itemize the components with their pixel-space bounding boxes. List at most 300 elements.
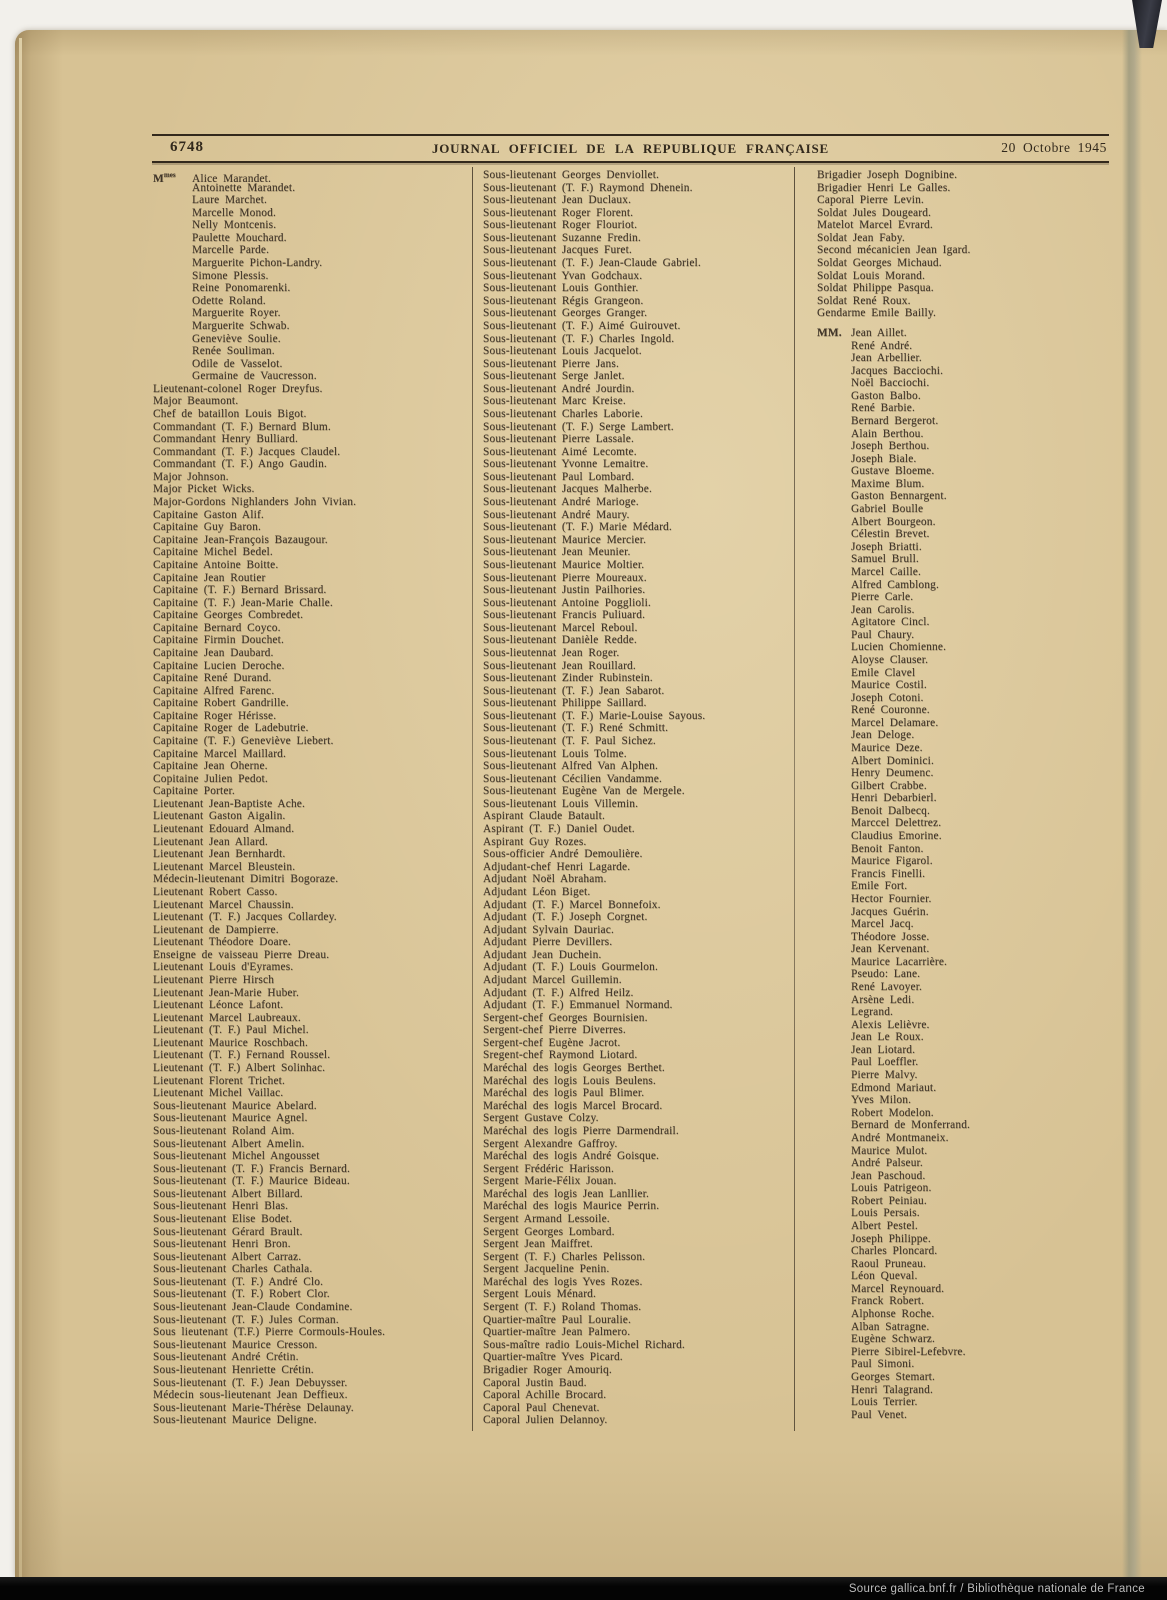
list-item: $M^{mes}$ Alice Marandet. xyxy=(153,171,271,185)
list-item: Sous-lieutenant Jean-Claude Condamine. xyxy=(153,1301,353,1314)
list-item: Albert Dominici. xyxy=(851,754,934,767)
list-item: Sergent Marie-Félix Jouan. xyxy=(483,1175,617,1188)
list-item: Lieutenant Léonce Lafont. xyxy=(153,999,284,1012)
list-item: Sergent Georges Lombard. xyxy=(483,1225,615,1238)
list-item: Adjudant Pierre Devillers. xyxy=(483,936,613,949)
list-item: Sous-lieutenant Georges Denviollet. xyxy=(483,169,660,181)
list-item: Bernard de Monferrand. xyxy=(851,1119,971,1132)
list-item: Médecin-lieutenant Dimitri Bogoraze. xyxy=(153,873,339,886)
list-item: Franck Robert. xyxy=(851,1295,925,1308)
list-item: Sous-lieutenant Pierre Lassale. xyxy=(483,433,635,446)
column-divider-2 xyxy=(794,167,795,1431)
list-item: Marguerite Schwab. xyxy=(192,319,290,332)
list-item: Maurice Mulot. xyxy=(851,1144,928,1157)
list-item: Adjudant (T. F.) Joseph Corgnet. xyxy=(483,911,648,924)
list-item: Simone Plessis. xyxy=(192,269,269,282)
list-item: Capitaine Gaston Alif. xyxy=(153,508,264,521)
list-item: Jean Paschoud. xyxy=(851,1169,926,1182)
list-item: Pseudo: Lane. xyxy=(851,968,921,981)
list-item: Quartier-maître Paul Louralie. xyxy=(483,1313,632,1326)
list-item: Enseigne de vaisseau Pierre Dreau. xyxy=(153,948,330,961)
list-item: Sous-lieutenant Maurice Moltier. xyxy=(483,558,645,571)
list-item: Sous-lieutenant Henri Blas. xyxy=(153,1200,289,1213)
list-item: Sous-lieutenant Régis Grangeon. xyxy=(483,294,644,307)
list-item: Capitaine René Durand. xyxy=(153,672,272,685)
list-item: Sous-lieutenant (T. F.) Robert Clor. xyxy=(153,1288,330,1301)
list-item: Sous-lieutenant Maurice Abelard. xyxy=(153,1099,317,1112)
list-item: Pierre Malvy. xyxy=(851,1069,918,1082)
list-item: Soldat Jean Faby. xyxy=(817,231,905,244)
list-item: Sous-lieutenant (T. F.) André Clo. xyxy=(153,1275,324,1288)
list-item: Claudius Emorine. xyxy=(851,830,942,843)
list-item: Commandant Henry Bulliard. xyxy=(153,433,298,446)
issue-date: 20 Octobre 1945 xyxy=(1001,140,1107,155)
list-item: Quartier-maître Yves Picard. xyxy=(483,1351,623,1364)
list-item: Sous-lieutenant Maurice Agnel. xyxy=(153,1112,308,1125)
list-item: Sous-lieutenant Marcel Reboul. xyxy=(483,621,638,634)
list-item: MM. Jean Aillet. xyxy=(817,326,907,339)
list-item: Sous-lieutenant André Crétin. xyxy=(153,1351,299,1364)
list-item: Odile de Vasselot. xyxy=(192,357,283,370)
list-item: Joseph Philippe. xyxy=(851,1232,931,1245)
list-item: Gabriel Boulle xyxy=(851,503,924,516)
list-item: Edmond Mariaut. xyxy=(851,1081,937,1094)
list-item: Second mécanicien Jean Igard. xyxy=(817,244,971,257)
list-item: Maréchal des logis Yves Rozes. xyxy=(483,1275,643,1288)
list-item: Sergent Louis Ménard. xyxy=(483,1288,597,1301)
list-item: René André. xyxy=(851,339,913,352)
list-item: Capitaine Roger de Ladebutrie. xyxy=(153,722,309,735)
list-item: Sergent Frédéric Harisson. xyxy=(483,1162,614,1175)
list-item: Adjudant (T. F.) Emmanuel Normand. xyxy=(483,999,673,1012)
list-item: Capitaine Robert Gandrille. xyxy=(153,697,289,710)
list-item: Renée Souliman. xyxy=(192,345,275,358)
list-item: Lieutenant (T. F.) Jacques Collardey. xyxy=(153,911,337,924)
list-item: Capitaine Bernard Coyco. xyxy=(153,621,281,634)
list-item: Brigadier Roger Amouriq. xyxy=(483,1363,612,1376)
masthead xyxy=(152,136,1109,160)
list-item: Sergent Jean Maiffret. xyxy=(483,1238,593,1251)
list-item: Marccel Delettrez. xyxy=(851,817,942,830)
list-item: Jean Carolis. xyxy=(851,603,915,616)
list-item: Jean Deloge. xyxy=(851,729,915,742)
list-item: Nelly Montcenis. xyxy=(192,219,277,232)
list-item: Sous-lieutenant (T. F. Paul Sichez. xyxy=(483,735,656,748)
list-item: Adjudant Jean Duchein. xyxy=(483,948,602,961)
list-item: Soldat Jules Dougeard. xyxy=(817,206,932,219)
list-item: Gilbert Crabbe. xyxy=(851,779,927,792)
list-item: André Montmaneix. xyxy=(851,1131,949,1144)
list-item: Lieutenant Jean Bernhardt. xyxy=(153,848,286,861)
list-item: Sous-lieutenant Francis Puliuard. xyxy=(483,609,646,622)
list-item: Sous-lieutenant Gérard Brault. xyxy=(153,1225,303,1238)
list-item: Maréchal des logis Paul Blimer. xyxy=(483,1087,645,1100)
list-item: Jacques Guérin. xyxy=(851,905,929,918)
list-item: Sous-lieutenant (T. F.) Maurice Bideau. xyxy=(153,1175,350,1188)
list-item: Maréchal des logis Marcel Brocard. xyxy=(483,1099,663,1112)
column-1 xyxy=(153,169,469,1427)
list-item: Sregent-chef Raymond Liotard. xyxy=(483,1049,638,1062)
list-item: Sous-lieutenant (T. F.) Raymond Dhenein. xyxy=(483,181,693,194)
list-item: Maréchal des logis Georges Berthet. xyxy=(483,1062,665,1075)
list-item: Joseph Biale. xyxy=(851,452,917,465)
list-item: Soldat René Roux. xyxy=(817,294,911,307)
list-item: Sous-lieutenant Elise Bodet. xyxy=(153,1212,293,1225)
masthead-rule-bottom xyxy=(152,161,1109,163)
list-item: Adjudant Sylvain Dauriac. xyxy=(483,923,614,936)
list-item: Sous-lieutenant Louis Tolme. xyxy=(483,747,627,760)
list-item: Major Beaumont. xyxy=(153,395,239,408)
list-item: Lieutenant Jean-Marie Huber. xyxy=(153,986,299,999)
list-item: Marcel Caille. xyxy=(851,565,922,578)
list-item: Caporal Julien Delannoy. xyxy=(483,1414,608,1427)
list-item: Sergent-chef Georges Bournisien. xyxy=(483,1011,648,1024)
list-item: Lieutenant (T. F.) Paul Michel. xyxy=(153,1024,309,1037)
list-item: Jacques Bacciochi. xyxy=(851,364,944,377)
list-item: Sous-lieutenant Louis Gonthier. xyxy=(483,282,639,295)
list-item: Sous-lieutenant Maurice Cresson. xyxy=(153,1338,318,1351)
list-item: Capitaine Jean Routier xyxy=(153,571,266,584)
list-item: Aspirant (T. F.) Daniel Oudet. xyxy=(483,823,635,836)
list-item: Paulette Mouchard. xyxy=(192,231,287,244)
list-item: Capitaine (T. F.) Jean-Marie Challe. xyxy=(153,596,333,609)
list-item: Maréchal des logis Maurice Perrin. xyxy=(483,1200,660,1213)
group-prefix: $M^{mes}$ xyxy=(153,171,176,185)
list-item: Robert Peiniau. xyxy=(851,1194,927,1207)
list-item: Sous-lieutenant Alfred Van Alphen. xyxy=(483,760,659,773)
list-item: Henri Debarbierl. xyxy=(851,792,937,805)
list-item: Alexis Lelièvre. xyxy=(851,1018,930,1031)
list-item: Sous-lieutenant Marie-Thérèse Delaunay. xyxy=(153,1401,354,1414)
list-item: Sous-lieutenant (T. F.) Francis Bernard. xyxy=(153,1162,351,1175)
list-item: Lucien Chomienne. xyxy=(851,641,947,654)
list-item: Reine Ponomarenki. xyxy=(192,282,291,295)
list-item: Sous-lieutenant André Marioge. xyxy=(483,496,639,509)
list-item: Henri Talagrand. xyxy=(851,1383,933,1396)
list-item: Sergent-chef Pierre Diverres. xyxy=(483,1024,626,1037)
list-item: Sous-lieutenant Pierre Jans. xyxy=(483,357,619,370)
list-item: Commandant (T. F.) Bernard Blum. xyxy=(153,420,331,433)
list-item: Marcel Delamare. xyxy=(851,716,939,729)
list-item: Lieutenant Edouard Almand. xyxy=(153,823,295,836)
list-item: Sous-lieutenant Jean Rouillard. xyxy=(483,659,636,672)
list-item: Sous-lieutenant Henri Bron. xyxy=(153,1238,291,1251)
list-item: Lieutenant (T. F.) Albert Solinhac. xyxy=(153,1062,326,1075)
name-block xyxy=(817,327,1113,1421)
list-item: Sous-lieutenant Zinder Rubinstein. xyxy=(483,672,653,685)
list-item: Médecin sous-lieutenant Jean Deffieux. xyxy=(153,1389,348,1402)
list-item: Alban Satragne. xyxy=(851,1320,930,1333)
list-item: Sous-lieutenant André Jourdin. xyxy=(483,382,635,395)
list-item: Commandant (T. F.) Jacques Claudel. xyxy=(153,445,341,458)
list-item: Robert Modelon. xyxy=(851,1106,934,1119)
source-attribution: Source gallica.bnf.fr / Bibliothèque nationale de France xyxy=(848,1582,1145,1595)
list-item: Emile Fort. xyxy=(851,880,908,893)
list-item: Louis Terrier. xyxy=(851,1396,918,1409)
list-item: Pierre Carle. xyxy=(851,591,914,604)
list-item: Capitaine Guy Baron. xyxy=(153,521,262,534)
list-item: Marguerite Royer. xyxy=(192,307,281,320)
list-item: Lieutenant Maurice Roschbach. xyxy=(153,1036,308,1049)
page-number: 6748 xyxy=(170,139,204,155)
list-item: Sous-lieutenant Justin Pailhories. xyxy=(483,584,646,597)
list-item: Capitaine Michel Bedel. xyxy=(153,546,273,559)
list-item: Major Johnson. xyxy=(153,470,229,483)
list-item: Maurice Deze. xyxy=(851,742,923,755)
list-item: Sous-lieutenant Yvonne Lemaitre. xyxy=(483,458,649,471)
list-item: Sous-lieutenant Danièle Redde. xyxy=(483,634,637,647)
list-item: Alphonse Roche. xyxy=(851,1308,935,1321)
list-item: Henry Deumenc. xyxy=(851,767,934,780)
list-item: Sous-lieutennat Jean Roger. xyxy=(483,646,620,659)
list-item: Adjudant Marcel Guillemin. xyxy=(483,974,622,986)
list-item: Geneviève Soulie. xyxy=(192,332,281,345)
list-item: Marcel Reynouard. xyxy=(851,1282,945,1295)
list-item: Maxime Blum. xyxy=(851,477,925,490)
list-item: Sous-officier André Demoulière. xyxy=(483,848,643,861)
list-item: Sous-lieutenant Louis Jacquelot. xyxy=(483,345,642,358)
list-item: Aspirant Guy Rozes. xyxy=(483,835,587,848)
name-block xyxy=(483,169,791,1427)
list-item: Sous-lieutenant Paul Lombard. xyxy=(483,470,635,483)
list-item: Marcelle Parde. xyxy=(192,244,270,257)
group-prefix: MM. xyxy=(817,326,842,339)
list-item: Lieutenant Théodore Doare. xyxy=(153,936,291,949)
list-item: Copitaine Julien Pedot. xyxy=(153,772,268,785)
list-item: Sous-lieutenant Aimé Lecomte. xyxy=(483,445,637,458)
list-item: Soldat Georges Michaud. xyxy=(817,257,942,270)
list-item: Sergent Armand Lessoile. xyxy=(483,1212,610,1225)
list-item: Lieutenant Pierre Hirsch xyxy=(153,974,275,986)
list-item: Sous-lieutenant Maurice Mercier. xyxy=(483,533,647,546)
list-item: Agitatore Cincl. xyxy=(851,616,930,629)
list-item: Sous-lieutenant Antoine Pogglioli. xyxy=(483,596,651,609)
list-item: Maurice Costil. xyxy=(851,679,927,692)
list-item: Capitaine Alfred Farenc. xyxy=(153,684,275,697)
list-item: Adjudant Noël Abraham. xyxy=(483,873,607,886)
list-item: Sergent Jacqueline Penin. xyxy=(483,1263,610,1276)
list-item: Lieutenant (T. F.) Fernand Roussel. xyxy=(153,1049,331,1062)
list-item: Joseph Berthou. xyxy=(851,440,930,453)
list-item: Capitaine Porter. xyxy=(153,785,235,798)
list-item: Aloyse Clauser. xyxy=(851,653,929,666)
list-item: Sous-lieutenant Jacques Furet. xyxy=(483,244,632,257)
list-item: Lieutenant Jean-Baptiste Ache. xyxy=(153,797,306,810)
list-item: Lieutenant Michel Vaillac. xyxy=(153,1087,284,1100)
list-item: Alain Berthou. xyxy=(851,427,924,440)
list-item: Adjudant (T. F.) Alfred Heilz. xyxy=(483,986,634,999)
list-item: Léon Queval. xyxy=(851,1270,918,1283)
list-item: Marcelle Monod. xyxy=(192,206,277,219)
list-item: Maurice Lacarrière. xyxy=(851,955,948,968)
list-item: Sous-lieutenant Charles Cathala. xyxy=(153,1263,313,1276)
list-item: Sergent (T. F.) Charles Pelisson. xyxy=(483,1250,646,1263)
journal-title: JOURNAL OFFICIEL DE LA REPUBLIQUE FRANÇAISE xyxy=(431,141,830,156)
list-item: Odette Roland. xyxy=(192,294,266,307)
list-item: René Lavoyer. xyxy=(851,981,923,993)
list-item: André Palseur. xyxy=(851,1157,923,1170)
list-item: Sous-lieutenant (T. F.) Serge Lambert. xyxy=(483,420,674,433)
list-item: Paul Venet. xyxy=(851,1408,908,1421)
list-item: Francis Finelli. xyxy=(851,867,926,880)
list-item: Jean Arbellier. xyxy=(851,352,922,365)
list-item: Sous-lieutenant (T. F.) René Schmitt. xyxy=(483,722,669,735)
list-item: Albert Bourgeon. xyxy=(851,515,936,528)
list-item: Caporal Pierre Levin. xyxy=(817,194,924,207)
list-item: Lieutenant Gaston Aigalin. xyxy=(153,810,286,823)
list-item: Sous-lieutenant (T. F.) Jules Corman. xyxy=(153,1313,339,1326)
list-item: Paul Simoni. xyxy=(851,1358,915,1371)
list-item: Sous-lieutenant Eugène Van de Mergele. xyxy=(483,785,685,798)
column-2 xyxy=(483,169,791,1427)
list-item: Jean Kervenant. xyxy=(851,943,930,956)
list-item: Lieutenant Marcel Chaussin. xyxy=(153,898,294,911)
list-item: Sous-lieutenant André Maury. xyxy=(483,508,630,521)
list-item: Pierre Sibirel-Lefebvre. xyxy=(851,1345,966,1358)
list-item: Maréchal des logis Jean Lanllier. xyxy=(483,1187,650,1200)
list-item: Sous-lieutenant Yvan Godchaux. xyxy=(483,269,643,282)
list-item: Hector Fournier. xyxy=(851,892,932,905)
name-block xyxy=(817,169,1113,320)
list-item: Major Picket Wicks. xyxy=(153,483,255,496)
list-item: Laure Marchet. xyxy=(192,194,268,207)
list-item: Lieutenant Marcel Bleustein. xyxy=(153,860,296,873)
list-item: Paul Chaury. xyxy=(851,628,915,641)
list-item: Samuel Brull. xyxy=(851,553,919,566)
list-item: Noël Bacciochi. xyxy=(851,377,930,390)
list-item: Benoit Dalbecq. xyxy=(851,804,931,817)
list-item: Yves Milon. xyxy=(851,1094,912,1107)
list-item: Sous-lieutenant Roger Flouriot. xyxy=(483,219,638,232)
list-item: Capitaine Antoine Boitte. xyxy=(153,558,279,571)
list-item: Marguerite Pichon-Landry. xyxy=(192,257,323,270)
list-item: Capitaine Roger Hérisse. xyxy=(153,709,277,722)
list-item: Capitaine Jean Oherne. xyxy=(153,760,268,773)
list-item: Sous-lieutenant Philippe Saillard. xyxy=(483,697,647,710)
list-item: Chef de bataillon Louis Bigot. xyxy=(153,407,307,420)
list-item: Joseph Briatti. xyxy=(851,540,922,553)
name-block xyxy=(153,169,469,383)
list-item: Sous-lieutenant Pierre Moureaux. xyxy=(483,571,647,584)
list-item: Maréchal des logis Louis Beulens. xyxy=(483,1074,656,1087)
list-item: Emile Clavel xyxy=(851,666,916,679)
list-item: Gustave Bloeme. xyxy=(851,465,935,478)
list-item: Lieutenant-colonel Roger Dreyfus. xyxy=(153,382,323,395)
list-item: Capitaine Firmin Douchet. xyxy=(153,634,284,647)
list-item: Sous-lieutenant Michel Angousset xyxy=(153,1150,320,1163)
list-item: Sergent Gustave Colzy. xyxy=(483,1112,599,1125)
column-divider-1 xyxy=(472,167,473,1431)
list-item: Sous-lieutenant (T. F.) Jean Debuysser. xyxy=(153,1376,348,1389)
list-item: Sous-lieutenant (T. F.) Marie-Louise Sayous. xyxy=(483,709,706,722)
list-item: Georges Stemart. xyxy=(851,1370,936,1383)
list-item: Bernard Bergerot. xyxy=(851,414,939,427)
list-item: Sous-lieutenant (T. F.) Jean Sabarot. xyxy=(483,684,665,697)
list-item: Sous-lieutenant (T. F.) Aimé Guirouvet. xyxy=(483,319,681,332)
list-item: Raoul Pruneau. xyxy=(851,1257,927,1270)
list-item: Germaine de Vaucresson. xyxy=(192,370,317,383)
list-item: Capitaine (T. F.) Bernard Brissard. xyxy=(153,584,327,597)
list-item: Sous-lieutenant Jean Meunier. xyxy=(483,546,631,559)
list-item: Capitaine (T. F.) Geneviève Liebert. xyxy=(153,735,334,748)
list-item: Joseph Cotoni. xyxy=(851,691,924,704)
column-3 xyxy=(817,169,1113,1421)
list-item: Capitaine Jean Daubard. xyxy=(153,646,274,659)
list-item: Antoinette Marandet. xyxy=(192,181,296,194)
list-item: Eugène Schwarz. xyxy=(851,1333,936,1346)
page-fold-edge xyxy=(1122,30,1142,1577)
list-item: Sergent Alexandre Gaffroy. xyxy=(483,1137,618,1150)
list-item: Soldat Louis Morand. xyxy=(817,269,926,282)
list-item: Sous-maître radio Louis-Michel Richard. xyxy=(483,1338,685,1351)
list-item: Benoit Fanton. xyxy=(851,842,924,855)
list-item: Louis Patrigeon. xyxy=(851,1182,932,1195)
list-item: Célestin Brevet. xyxy=(851,528,930,541)
list-item: Sous-lieutenant (T. F.) Marie Médard. xyxy=(483,521,672,534)
list-item: Lieutenant Florent Trichet. xyxy=(153,1074,286,1087)
footer-bar xyxy=(0,1577,1167,1600)
list-item: Maréchal des logis André Goisque. xyxy=(483,1150,660,1163)
list-item: Adjudant (T. F.) Louis Gourmelon. xyxy=(483,961,658,974)
list-item: Caporal Paul Chenevat. xyxy=(483,1401,600,1414)
list-item: Alfred Camblong. xyxy=(851,578,940,591)
list-item: René Barbie. xyxy=(851,402,915,415)
list-item: Sous-lieutenant Cécilien Vandamme. xyxy=(483,772,663,785)
list-item: Sous-lieutenant Serge Janlet. xyxy=(483,370,625,383)
list-item: René Couronne. xyxy=(851,704,930,717)
list-item: Sous-lieutenant Suzanne Fredin. xyxy=(483,231,641,244)
list-item: Adjudant Léon Biget. xyxy=(483,885,591,898)
list-item: Gaston Balbo. xyxy=(851,389,921,402)
list-item: Gendarme Emile Bailly. xyxy=(817,307,936,320)
list-item: Sous-lieutenant Albert Billard. xyxy=(153,1187,303,1200)
list-item: Jean Le Roux. xyxy=(851,1031,924,1044)
list-item: Sous-lieutenant Albert Amelin. xyxy=(153,1137,305,1150)
list-item: Maréchal des logis Pierre Darmendrail. xyxy=(483,1124,679,1137)
list-item: Soldat Philippe Pasqua. xyxy=(817,282,934,295)
list-item: Capitaine Jean-François Bazaugour. xyxy=(153,533,328,546)
list-item: Major-Gordons Nighlanders John Vivian. xyxy=(153,496,357,509)
list-item: Sergent (T. F.) Roland Thomas. xyxy=(483,1301,642,1314)
list-item: Louis Persais. xyxy=(851,1207,920,1220)
list-item: Capitaine Marcel Maillard. xyxy=(153,747,287,760)
list-item: Brigadier Henri Le Galles. xyxy=(817,181,951,194)
list-item: Jean Liotard. xyxy=(851,1043,916,1056)
list-item: Adjudant (T. F.) Marcel Bonnefoix. xyxy=(483,898,661,911)
list-item: Sous-lieutenant Jacques Malherbe. xyxy=(483,483,652,496)
list-item: Sous-lieutenant (T. F.) Charles Ingold. xyxy=(483,332,675,345)
list-item: Sous-lieutenant Henriette Crétin. xyxy=(153,1363,314,1376)
list-item: Sous-lieutenant Charles Laborie. xyxy=(483,407,643,420)
list-item: Matelot Marcel Evrard. xyxy=(817,219,933,232)
list-item: Maurice Figarol. xyxy=(851,855,933,868)
list-item: Sous-lieutenant Roger Florent. xyxy=(483,206,634,219)
list-item: Brigadier Joseph Dognibine. xyxy=(817,169,958,181)
list-item: Aspirant Claude Batault. xyxy=(483,810,606,823)
list-item: Paul Loeffler. xyxy=(851,1056,919,1069)
list-item: Théodore Josse. xyxy=(851,930,930,943)
list-item: Sous-lieutenant Louis Villemin. xyxy=(483,797,639,810)
list-item: Commandant (T. F.) Ango Gaudin. xyxy=(153,458,327,471)
list-item: Albert Pestel. xyxy=(851,1219,918,1232)
list-item: Capitaine Georges Combredet. xyxy=(153,609,304,622)
name-block xyxy=(153,383,469,1427)
list-item: Lieutenant Louis d'Eyrames. xyxy=(153,961,294,974)
list-item: Sous-lieutenant Jean Duclaux. xyxy=(483,194,632,207)
list-item: Sous-lieutenant Maurice Deligne. xyxy=(153,1414,317,1427)
list-item: Gaston Bennargent. xyxy=(851,490,947,503)
list-item: Capitaine Lucien Deroche. xyxy=(153,659,285,672)
